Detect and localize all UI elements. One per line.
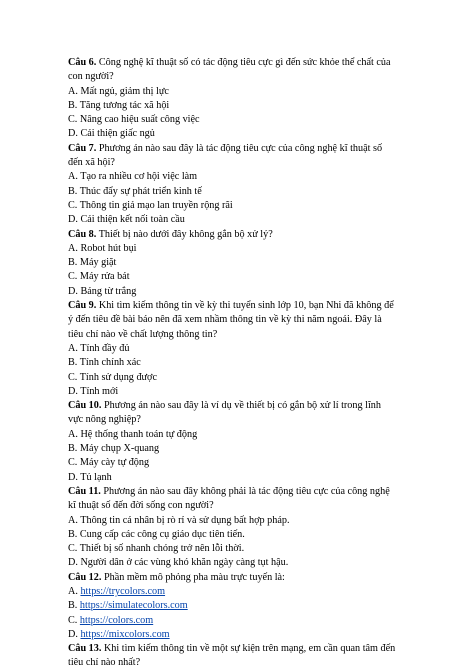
option-a: A. Mất ngủ, giảm thị lực bbox=[68, 85, 169, 97]
option-a: A. Thông tin cá nhân bị rò rỉ và sử dụng bất hợp pháp. bbox=[68, 514, 290, 526]
question-label: Câu 10. bbox=[68, 400, 102, 412]
question-list bbox=[68, 56, 398, 671]
question-text: Phương án nào sau đây là tác động tiêu cực của công nghệ kĩ thuật số đến xã hội? bbox=[68, 142, 383, 169]
option-c: C. Máy rửa bát bbox=[68, 271, 130, 283]
question-11 bbox=[68, 485, 398, 514]
option-c: C. Tính sử dụng được bbox=[68, 371, 157, 383]
question-label: Câu 8. bbox=[68, 228, 97, 240]
option-b bbox=[68, 599, 398, 613]
option-c: C. Thông tin giả mạo lan truyền rộng rãi bbox=[68, 199, 233, 211]
option-c: C. Máy cày tự động bbox=[68, 457, 150, 469]
option-letter: D. bbox=[68, 628, 81, 640]
mixcolors-link[interactable]: https://mixcolors.com bbox=[80, 628, 170, 640]
option-c bbox=[68, 614, 398, 628]
question-12 bbox=[68, 571, 398, 585]
option-b: B. Máy giặt bbox=[68, 257, 117, 269]
option-letter: A. bbox=[68, 585, 81, 597]
question-text: Công nghệ kĩ thuật số có tác động tiêu cực gì đến sức khỏe thể chất của con người? bbox=[68, 57, 391, 83]
option-a: A. Robot hút bụi bbox=[68, 242, 137, 254]
question-text: Khi tìm kiếm thông tin về kỳ thi tuyển sinh lớp 10, bạn Nhi đã không để ý đến tiêu đề bài báo nên đã xem nhầm thông tin về kỳ thi năm ngoái. Đây là tiêu chí nào về chất lượng thông tin? bbox=[68, 300, 394, 340]
question-text: Phương án nào sau đây không phải là tác động tiêu cực của công nghệ kĩ thuật số đến đời sống con người? bbox=[68, 485, 390, 512]
question-text: Khi tìm kiếm thông tin về một sự kiện trên mạng, em cần quan tâm đến tiêu chí nào nhất? bbox=[68, 643, 396, 669]
question-label: Câu 12. bbox=[68, 571, 102, 583]
question-9 bbox=[68, 299, 398, 342]
option-d: D. Tính mới bbox=[68, 385, 119, 397]
option-c: C. Thiết bị số nhanh chóng trở nên lỗi thời. bbox=[68, 543, 245, 555]
option-d: D. Tủ lạnh bbox=[68, 471, 112, 483]
question-label: Câu 11. bbox=[68, 485, 101, 497]
option-a: A. Hệ thống thanh toán tự động bbox=[68, 428, 198, 440]
question-8 bbox=[68, 228, 398, 242]
option-b: B. Tính chính xác bbox=[68, 357, 141, 369]
question-7 bbox=[68, 142, 398, 171]
option-c: C. Nâng cao hiệu suất công việc bbox=[68, 114, 200, 126]
option-d: D. Cải thiện kết nối toàn cầu bbox=[68, 214, 185, 226]
option-d bbox=[68, 628, 398, 642]
option-letter: C. bbox=[68, 614, 80, 626]
option-b: B. Thúc đẩy sự phát triển kinh tế bbox=[68, 185, 202, 197]
simulatecolors-link[interactable]: https://simulatecolors.com bbox=[79, 600, 188, 612]
question-10 bbox=[68, 399, 398, 428]
trycolors-link[interactable]: https://trycolors.com bbox=[80, 585, 166, 597]
option-a bbox=[68, 585, 398, 599]
option-a: A. Tạo ra nhiều cơ hội việc làm bbox=[68, 171, 198, 183]
option-b: B. Cung cấp các công cụ giáo dục tiên tiến. bbox=[68, 528, 245, 540]
question-text: Phương án nào sau đây là ví dụ về thiết bị có gắn bộ xử lí trong lĩnh vực nông nghiệp? bbox=[68, 400, 381, 426]
option-a: A. Tính đầy đủ bbox=[68, 342, 130, 354]
question-label: Câu 9. bbox=[68, 300, 97, 312]
option-b: B. Tăng tương tác xã hội bbox=[68, 99, 170, 111]
question-label: Câu 7. bbox=[68, 142, 97, 154]
option-d: D. Cải thiện giấc ngủ bbox=[68, 128, 155, 140]
option-d: D. Người dân ở các vùng khó khăn ngày càng tụt hậu. bbox=[68, 557, 289, 569]
question-13 bbox=[68, 642, 398, 671]
question-label: Câu 6. bbox=[68, 57, 97, 68]
question-text: Phần mềm mô phỏng pha màu trực tuyến là: bbox=[103, 571, 285, 583]
colors-link[interactable]: https://colors.com bbox=[79, 614, 154, 626]
option-letter: B. bbox=[68, 600, 80, 612]
option-d: D. Bảng từ trắng bbox=[68, 285, 137, 297]
option-b: B. Máy chụp X-quang bbox=[68, 443, 160, 455]
question-text: Thiết bị nào dưới đây không gắn bộ xử lý? bbox=[98, 228, 273, 240]
question-label: Câu 13. bbox=[68, 643, 102, 655]
question-6 bbox=[68, 56, 398, 85]
